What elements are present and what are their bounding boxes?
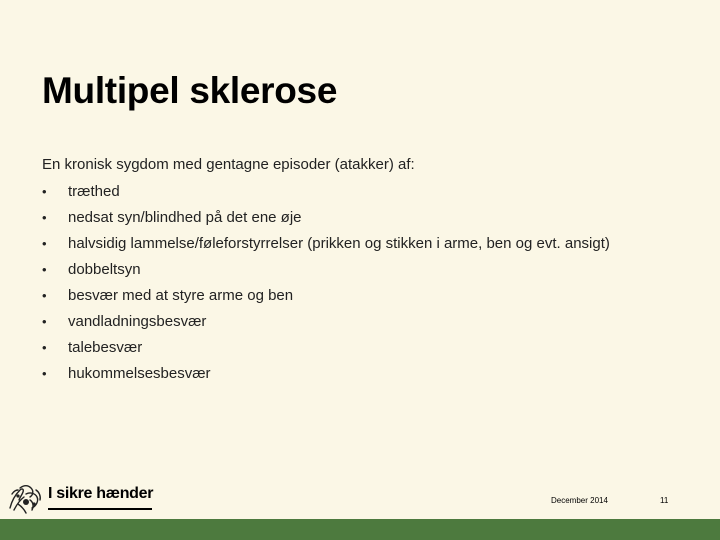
bullet-icon: • xyxy=(42,184,47,199)
bullet-icon: • xyxy=(42,262,47,277)
bullet-item xyxy=(42,261,662,278)
bullet-text: besvær med at styre arme og ben xyxy=(68,287,294,304)
footer-date: December 2014 xyxy=(551,496,608,505)
bullet-icon: • xyxy=(42,210,47,225)
bullet-text: nedsat syn/blindhed på det ene øje xyxy=(68,209,302,226)
bullet-icon: • xyxy=(42,288,47,303)
bullet-text: hukommelsesbesvær xyxy=(68,365,211,382)
page-number: 11 xyxy=(660,496,669,505)
hands-logo-icon xyxy=(6,482,44,516)
bullet-icon: • xyxy=(42,366,47,381)
bullet-item xyxy=(42,183,662,200)
slide-title: Multipel sklerose xyxy=(42,70,338,111)
bullet-item xyxy=(42,313,662,330)
intro-text: En kronisk sygdom med gentagne episoder (atakker) af: xyxy=(42,156,415,173)
bullet-item xyxy=(42,209,662,226)
logo-underline xyxy=(48,508,152,510)
footer-bar xyxy=(0,519,720,540)
bullet-text: vandladningsbesvær xyxy=(68,313,207,330)
bullet-text: dobbeltsyn xyxy=(68,261,141,278)
footer-logo xyxy=(6,482,156,516)
bullet-item xyxy=(42,235,662,252)
bullet-text: træthed xyxy=(68,183,120,200)
bullet-icon: • xyxy=(42,314,47,329)
bullet-icon: • xyxy=(42,236,47,251)
bullet-text: halvsidig lammelse/føleforstyrrelser (prikken og stikken i arme, ben og evt. ansigt) xyxy=(68,235,610,252)
bullet-text: talebesvær xyxy=(68,339,143,356)
logo-text: I sikre hænder xyxy=(48,485,154,502)
bullet-item xyxy=(42,365,662,382)
bullet-item xyxy=(42,339,662,356)
bullet-icon: • xyxy=(42,340,47,355)
bullet-list xyxy=(42,183,662,391)
bullet-item xyxy=(42,287,662,304)
